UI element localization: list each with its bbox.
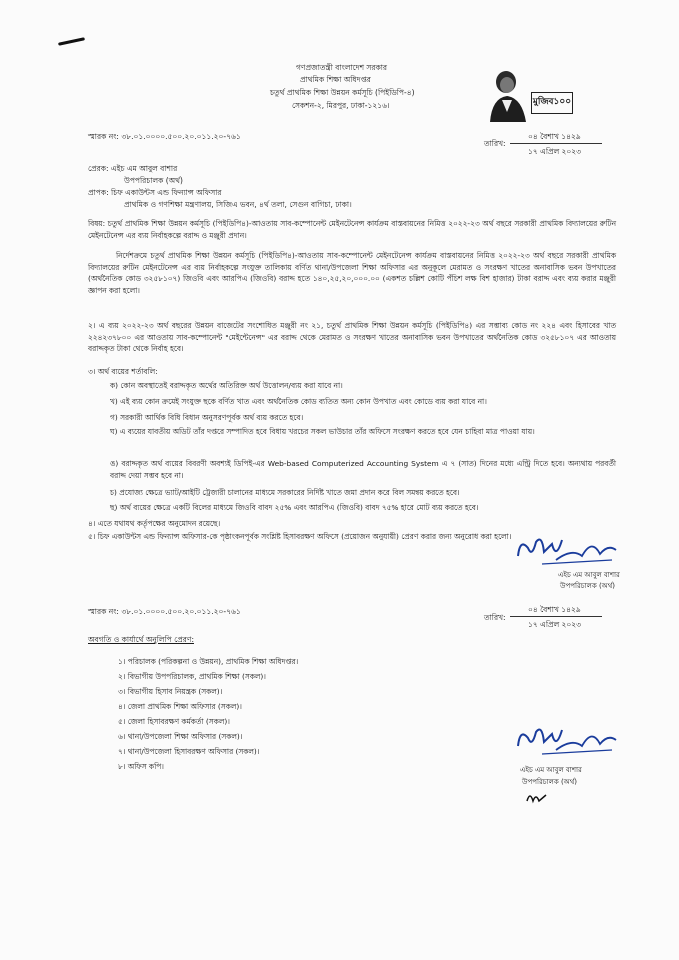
date-english-2: ১৭ এপ্রিল ২০২৩: [528, 620, 582, 629]
copy-item-1: ১। পরিচালক (পরিকল্পনা ও উন্নয়ন), প্রাথমিক শিক্ষা অধিদপ্তর।: [118, 657, 299, 666]
condition-d: ঘ) এ ব্যয়ের যাবতীয় অডিট তাঁর দপ্তরে সম্পাদিত হবে বিধায় খরচের সকল ভাউচার তাঁর অফিসে সংরক্ষণ করতে হবে যেন চাহিবা মাত্র পাওয়া যায়।: [110, 427, 535, 436]
subject: বিষয়: চতুর্থ প্রাথমিক শিক্ষা উন্নয়ন কর্মসূচি (পিইডিপি৪)-আওতায় সাব-কম্পোনেন্ট মেইনটেনেন্স কার্যক্রম বাস্তবায়নের নিমিত্ত ২০২২-২৩ অর্থ বছরে সরকারী প্রাথমিক বিদ্যালয়ের রুটিন মেইনটেনেন্স এর ব্যয় নির্বাহকল্পে বরাদ্দ ও মঞ্জুরী প্রদান।: [88, 219, 616, 240]
signatory-title-2: উপপরিচালক (অর্থ): [522, 778, 578, 786]
condition-b: খ) এই ব্যয় কোন ক্রমেই সংযুক্ত ছকে বর্ণিত খাত এবং অর্থনৈতিক কোড ব্যতিত অন্য কোন উপখাত এবং কোডে ব্যয় করা যাবে না।: [110, 397, 487, 406]
copy-item-5: ৫। জেলা হিসাবরক্ষণ কর্মকর্তা (সকল)।: [118, 717, 230, 726]
mujib100-logo: মুজিব১০০: [531, 92, 573, 114]
copy-item-4: ৪। জেলা প্রাথমিক শিক্ষা অফিসার (সকল)।: [118, 702, 242, 711]
recipient-name: প্রাপক: চিফ একাউন্টস এন্ড ফিন্যান্স অফিসার: [88, 188, 222, 197]
paragraph-1: নির্দেশক্রমে চতুর্থ প্রাথমিক শিক্ষা উন্নয়ন কর্মসূচি (পিইডিপি৪)-আওতায় সাব-কম্পোনেন্ট মেইনটেনেন্স কার্যক্রম বাস্তবায়নের নিমিত্ত ২০২২-২৩ অর্থ বছরে সরকারী প্রাথমিক বিদ্যালয়ের রুটিন মেইনটেনেন্স এর ব্যয় নির্বাহকল্পে সংযুক্ত তালিকায় বর্ণিত থানা/উপজেলা শিক্ষা অফিসার এর অনুকূলে মেরামত ও সংরক্ষণ খাতের অনাবাসিক ভবন উপখাতের (অর্থনৈতিক কোড ৩২৫৮১০৭) জিওবি এবং আরপিএ (জিওবি) বরাদ্দ হতে ১৪০,২৫,২০,০০০.০০ (একশত চল্লিশ কোটি পঁচিশ লক্ষ বিশ হাজার) টাকা বরাদ্দ এবং ব্যয় করার মঞ্জুরী জ্ঞাপন করা হলো।: [88, 251, 616, 295]
date-divider: [510, 143, 602, 144]
signatory-name: এইচ এম আবুল বাশার: [558, 571, 620, 579]
date-bangla-2: ০৪ বৈশাখ ১৪২৯: [528, 605, 581, 614]
date-english: ১৭ এপ্রিল ২০২৩: [528, 147, 582, 156]
paragraph-2: ২। এ ব্যয় ২০২২-২৩ অর্থ বছরের উন্নয়ন বাজেটের সংশোধিত মঞ্জুরী নং ২১, চতুর্থ প্রাথমিক শিক্ষা উন্নয়ন কর্মসূচি (পিইডিপি৪) এর সম্ভাব্য কোড নং ২২৪ এবং হিসাবের খাত ২২৪২৩৭৮০০ এর আওতায় সাব-কম্পোনেন্ট "মেইন্টেনেন্স" এর বরাদ্দ থেকে মেরামত ও সংরক্ষণ খাতের অনাবাসিক ভবন উপখাতের অর্থনৈতিক কোড ৩২৫৮১০৭ এর আওতায় বরাদ্দকৃত টাকা থেকে নির্বাহ হবে।: [88, 321, 616, 354]
memo-ref: স্মারক নং: ৩৮.০১.০০০০.৫০০.২০.০১১.২০-৭৬১: [88, 132, 241, 141]
copy-item-8: ৮। অফিস কপি।: [118, 762, 164, 771]
copy-item-6: ৬। থানা/উপজেলা শিক্ষা অফিসার (সকল)।: [118, 732, 243, 741]
copy-list-title: অবগতি ও কার্যার্থে অনুলিপি প্রেরণ:: [88, 635, 194, 644]
header-government: গণপ্রজাতন্ত্রী বাংলাদেশ সরকার: [296, 63, 388, 72]
copy-item-7: ৭। থানা/উপজেলা হিসাবরক্ষণ অফিসার (সকল)।: [118, 747, 260, 756]
header-program: চতুর্থ প্রাথমিক শিক্ষা উন্নয়ন কর্মসূচি (পিইডিপি-৪): [270, 88, 415, 97]
pen-mark: [58, 37, 85, 46]
condition-g: ছ) অর্থ ব্যয়ের ক্ষেত্রে একটি বিলের মাধ্যমে জিওবি বাবদ ২৫% এবং আরপিএ (জিওবি) বাবদ ৭৫% হারে মোট ব্যয় করতে হবে।: [110, 503, 479, 512]
memo-ref-2: স্মারক নং: ৩৮.০১.০০০০.৫০০.২০.০১১.২০-৭৬১: [88, 607, 241, 616]
sender-title: উপপরিচালক (অর্থ): [124, 176, 183, 185]
copy-item-3: ৩। বিভাগীয় হিসাব নিয়ন্ত্রক (সকল)।: [118, 687, 223, 696]
portrait-image: [484, 66, 530, 122]
signature-2: [512, 720, 622, 762]
date-divider-2: [510, 616, 602, 617]
date-label-2: তারিখ:: [484, 613, 506, 622]
condition-f: চ) প্রযোজ্য ক্ষেত্রে ভ্যাট/আইটি ট্রেজারী চালানের মাধ্যমে সরকারের নির্দিষ্ট খাতে জমা প্রদান করে বিল সমন্বয় করতে হবে।: [110, 488, 460, 497]
condition-e: ঙ) বরাদ্দকৃত অর্থ ব্যয়ের বিবরণী অবশ্যই ডিপিই-এর Web-based Computerized Accounting System এ ৭ (সাত) দিনের মধ্যে এন্ট্রি দিতে হবে। অন্যথায় পরবর্তী বরাদ্দ দেয়া সম্ভব হবে না।: [110, 459, 616, 480]
conditions-title: ৩। অর্থ ব্যয়ের শর্তাবলি:: [88, 367, 158, 376]
date-label: তারিখ:: [484, 139, 506, 148]
paragraph-5: ৫। চিফ একাউন্টস এন্ড ফিন্যান্স অফিসার-কে পৃষ্ঠাংকনপূর্বক সংশ্লিষ্ট হিসাবরক্ষণ অফিসে (প্রয়োজন অনুযায়ী) প্রেরণ করার জন্য অনুরোধ করা হলো।: [88, 532, 512, 541]
header-directorate: প্রাথমিক শিক্ষা অধিদপ্তর: [300, 75, 371, 84]
copy-item-2: ২। বিভাগীয় উপপরিচালক, প্রাথমিক শিক্ষা (সকল)।: [118, 672, 266, 681]
signature-1: [512, 530, 622, 572]
paragraph-4: ৪। এতে যথাযথ কর্তৃপক্ষের অনুমোদন রয়েছে।: [88, 519, 221, 528]
sender-name: প্রেরক: এইচ এম আবুল বাশার: [88, 164, 178, 173]
date-bangla: ০৪ বৈশাখ ১৪২৯: [528, 132, 581, 141]
header-address: সেকশন-২, মিরপুর, ঢাকা-১২১৬।: [292, 101, 390, 110]
initial-mark: [524, 789, 550, 805]
condition-c: গ) সরকারী আর্থিক বিধি বিধান অনুসরণপূর্বক অর্থ ব্যয় করতে হবে।: [110, 413, 304, 422]
signatory-name-2: এইচ এম আবুল বাশার: [520, 766, 582, 774]
condition-a: ক) কোন অবস্থাতেই বরাদ্দকৃত অর্থের অতিরিক্ত অর্থ উত্তোলন/ব্যয় করা যাবে না।: [110, 381, 343, 390]
signatory-title: উপপরিচালক (অর্থ): [560, 582, 616, 590]
recipient-address: প্রাথমিক ও গণশিক্ষা মন্ত্রণালয়, সিজিএ ভবন, ৪র্থ তলা, সেগুন বাগিচা, ঢাকা।: [124, 200, 352, 209]
